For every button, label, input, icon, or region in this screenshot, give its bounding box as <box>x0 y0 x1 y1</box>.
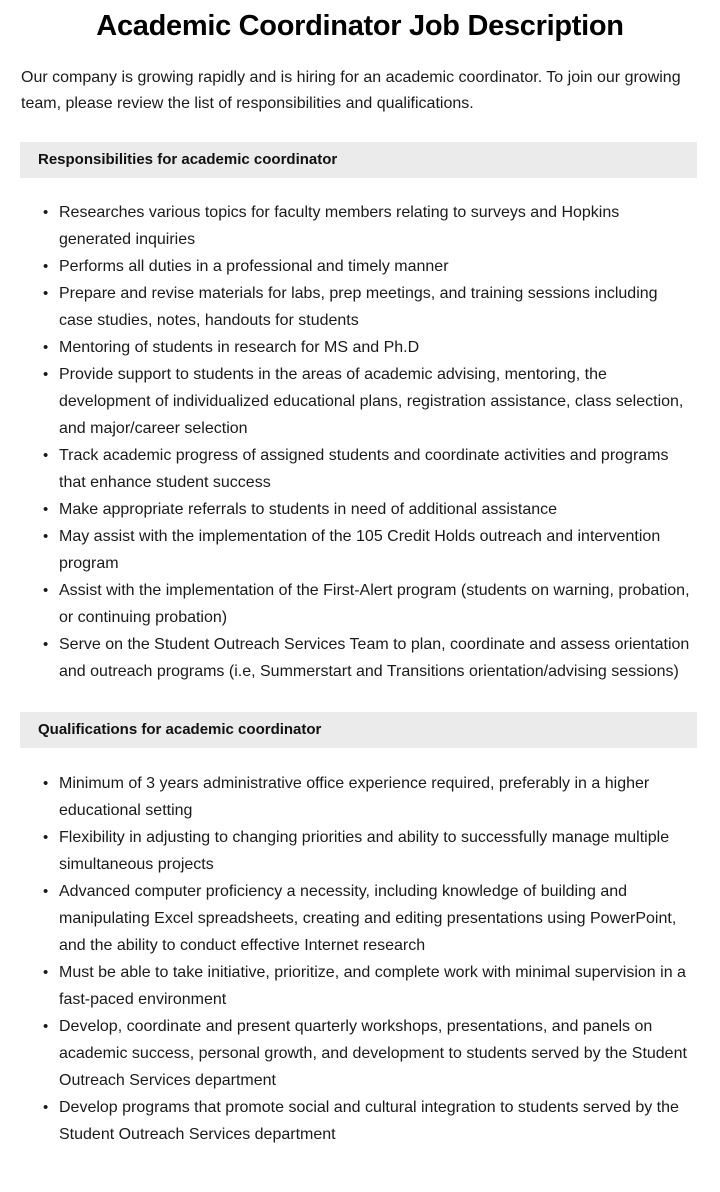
bullet-icon: • <box>43 258 49 275</box>
bullet-icon: • <box>43 775 49 792</box>
list-item-text: Minimum of 3 years administrative office experience required, preferably in a higher educational setting <box>59 775 650 819</box>
list-item-text: Develop, coordinate and present quarterly workshops, presentations, and panels on academic success, personal growth, and development to students served by the Student Outreach Services department <box>59 1018 687 1089</box>
list-item <box>0 253 720 280</box>
bullet-icon: • <box>43 582 49 599</box>
list-item <box>0 1094 720 1148</box>
section-heading-responsibilities: Responsibilities for academic coordinator <box>20 142 697 178</box>
intro-paragraph: Our company is growing rapidly and is hiring for an academic coordinator. To join our growing team, please review the list of responsibilities and qualifications. <box>21 69 681 112</box>
list-item-text: Researches various topics for faculty members relating to surveys and Hopkins generated inquiries <box>59 204 620 248</box>
bullet-icon: • <box>43 528 49 545</box>
list-item-text: Flexibility in adjusting to changing priorities and ability to successfully manage multiple simultaneous projects <box>59 829 670 873</box>
list-item-text: Must be able to take initiative, prioritize, and complete work with minimal supervision in a fast-paced environment <box>59 964 686 1008</box>
page-title: Academic Coordinator Job Description <box>96 10 624 42</box>
list-item-text: Serve on the Student Outreach Services Team to plan, coordinate and assess orientation and outreach programs (i.e, Summerstart and Transitions orientation/advising sessions) <box>59 636 690 680</box>
list-item <box>0 878 720 959</box>
bullet-icon: • <box>43 1018 49 1035</box>
list-item <box>0 280 720 334</box>
bullet-icon: • <box>43 366 49 383</box>
list-item-text: Provide support to students in the areas of academic advising, mentoring, the development of individualized educational plans, registration assistance, class selection, and major/career selection <box>59 366 684 437</box>
list-item <box>0 199 720 253</box>
bullet-icon: • <box>43 285 49 302</box>
bullet-icon: • <box>43 1099 49 1116</box>
list-item <box>0 577 720 631</box>
list-item <box>0 334 720 361</box>
list-item <box>0 959 720 1013</box>
list-item-text: Advanced computer proficiency a necessity, including knowledge of building and manipulating Excel spreadsheets, creating and editing presentations using PowerPoint, and the ability to conduct effective Internet research <box>59 883 677 954</box>
list-item-text: Mentoring of students in research for MS and Ph.D <box>59 339 420 356</box>
bullet-icon: • <box>43 829 49 846</box>
list-item <box>0 442 720 496</box>
list-item-text: Develop programs that promote social and cultural integration to students served by the Student Outreach Services department <box>59 1099 679 1143</box>
list-item-text: Performs all duties in a professional and timely manner <box>59 258 449 275</box>
list-item-text: Make appropriate referrals to students in need of additional assistance <box>59 501 558 518</box>
bullet-icon: • <box>43 447 49 464</box>
list-item <box>0 496 720 523</box>
list-item-text: Track academic progress of assigned students and coordinate activities and programs that enhance student success <box>59 447 669 491</box>
bullet-icon: • <box>43 964 49 981</box>
responsibilities-list <box>0 178 720 685</box>
list-item <box>0 361 720 442</box>
list-item <box>0 523 720 577</box>
list-item <box>0 631 720 685</box>
section-heading-qualifications: Qualifications for academic coordinator <box>20 712 697 748</box>
bullet-icon: • <box>43 204 49 221</box>
list-item <box>0 824 720 878</box>
list-item-text: Assist with the implementation of the First-Alert program (students on warning, probation, or continuing probation) <box>59 582 690 626</box>
bullet-icon: • <box>43 339 49 356</box>
list-item <box>0 770 720 824</box>
bullet-icon: • <box>43 501 49 518</box>
bullet-icon: • <box>43 636 49 653</box>
list-item-text: May assist with the implementation of the 105 Credit Holds outreach and intervention program <box>59 528 661 572</box>
bullet-icon: • <box>43 883 49 900</box>
list-item <box>0 1013 720 1094</box>
section-responsibilities <box>0 142 720 685</box>
section-qualifications <box>0 712 720 1148</box>
list-item-text: Prepare and revise materials for labs, prep meetings, and training sessions including case studies, notes, handouts for students <box>59 285 658 329</box>
qualifications-list <box>0 748 720 1148</box>
